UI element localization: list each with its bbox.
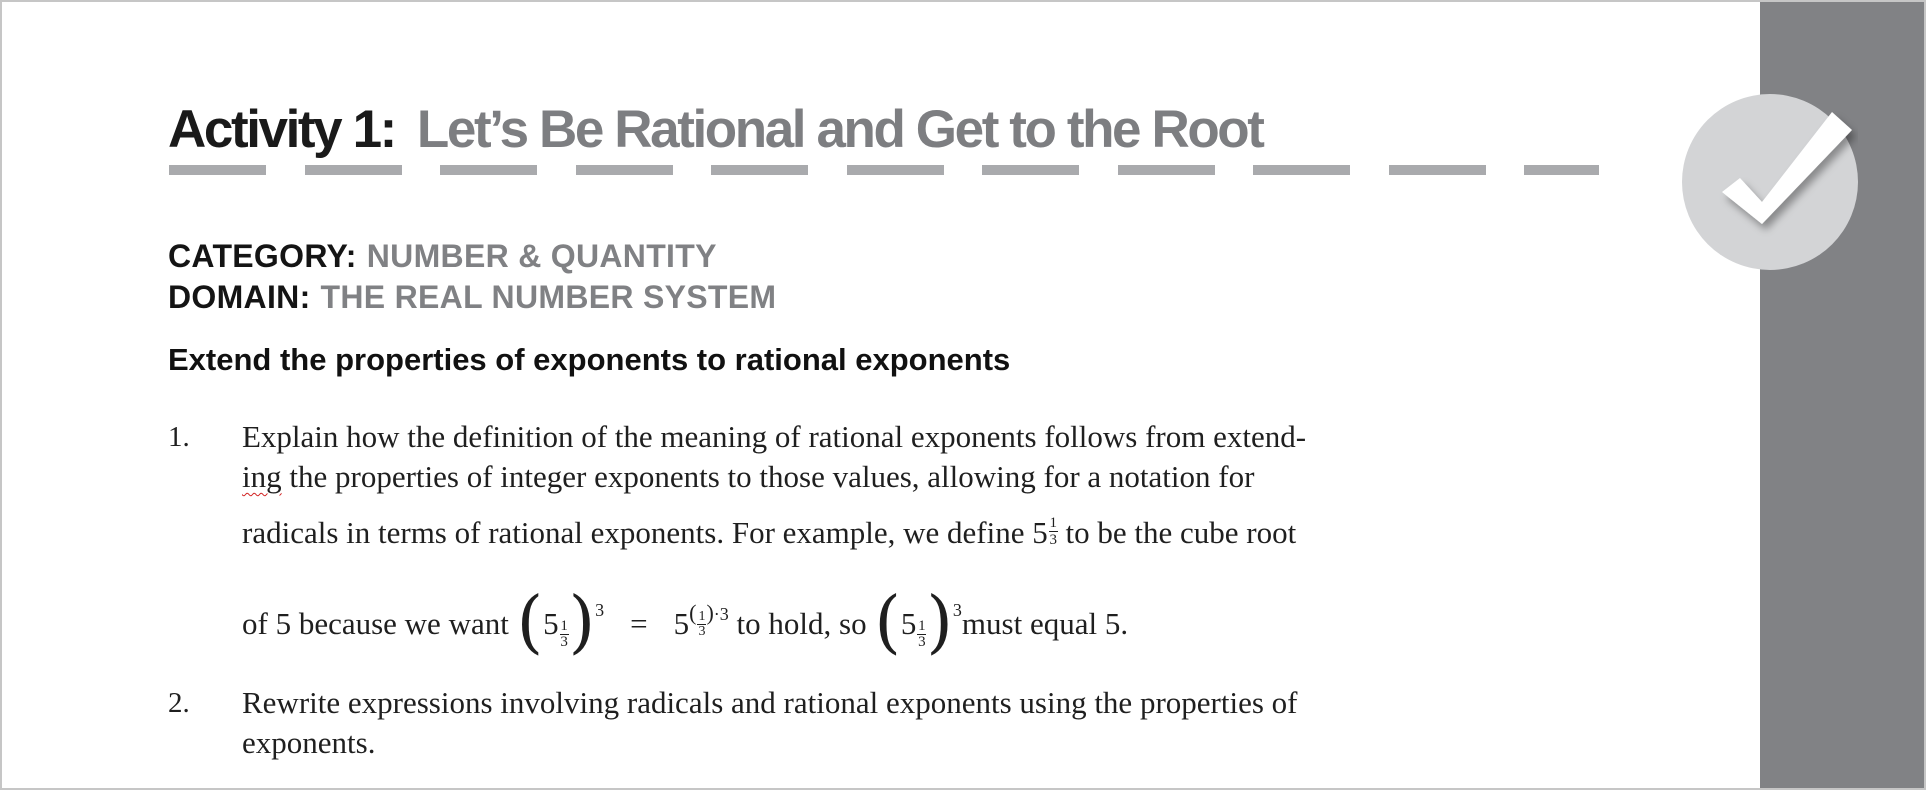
item-1-line-4	[242, 582, 1129, 662]
math-power: 3	[595, 600, 605, 620]
checkmark-icon	[1682, 94, 1858, 270]
item-1-line-4-text: of 5 because we want	[242, 606, 517, 641]
rule-dash	[305, 165, 402, 175]
rule-dash	[1253, 165, 1350, 175]
item-1-line-3-text: radicals in terms of rational exponents. For example, we define 5	[242, 515, 1048, 550]
rule-dash	[1524, 165, 1599, 175]
math-power: 3	[952, 600, 962, 620]
math-base: 5	[673, 606, 690, 641]
fraction-exponent: $\frac{1}{3}$	[1049, 515, 1057, 548]
math-base: 5	[900, 606, 917, 641]
fraction-exponent: $\frac{1}{3}$	[560, 618, 568, 650]
activity-subtitle: Let’s Be Rational and Get to the Root	[416, 100, 1263, 159]
title-dashed-rule	[169, 165, 1599, 175]
item-2-line-2: exponents.	[242, 725, 376, 760]
open-paren: (	[874, 582, 901, 662]
rule-dash	[711, 165, 808, 175]
activity-title	[168, 100, 1263, 160]
checkmark-badge	[1682, 94, 1858, 270]
fraction-exponent: $\frac{1}{3}$	[698, 609, 706, 639]
rule-dash	[1389, 165, 1486, 175]
category-label: CATEGORY:	[168, 238, 357, 274]
rule-dash	[576, 165, 673, 175]
rule-dash	[1118, 165, 1215, 175]
item-1-line-4-middle: to hold, so	[728, 606, 875, 641]
item-1-line-3-tail: to be the cube root	[1057, 515, 1297, 550]
item-1-line-2-text: the properties of integer exponents to those values, allowing for a notation for	[281, 459, 1255, 494]
rule-dash	[440, 165, 537, 175]
domain-line	[168, 279, 776, 315]
domain-label: DOMAIN:	[168, 279, 311, 315]
standard-heading: Extend the properties of exponents to rational exponents	[168, 342, 1011, 377]
item-1-line-3	[242, 513, 1296, 553]
rule-dash	[847, 165, 944, 175]
list-item-number: 2.	[168, 687, 190, 719]
close-paren: )	[568, 582, 596, 662]
close-paren: )	[926, 582, 953, 662]
compound-exponent: ( 1 3 )·3	[689, 600, 729, 639]
activity-number: Activity 1:	[168, 100, 395, 159]
rule-dash	[169, 165, 266, 175]
category-line	[168, 238, 717, 274]
item-1-line-2	[242, 457, 1254, 497]
spellcheck-flagged-word[interactable]: ing	[242, 459, 282, 494]
item-1-line-1: Explain how the definition of the meaning of rational exponents follows from extend-	[242, 419, 1307, 454]
item-1-line-4-tail: must equal 5.	[961, 606, 1129, 641]
category-value: NUMBER & QUANTITY	[366, 238, 717, 274]
fraction-exponent: $\frac{1}{3}$	[918, 618, 926, 650]
domain-value: THE REAL NUMBER SYSTEM	[320, 279, 777, 315]
rule-dash	[982, 165, 1079, 175]
equals-sign: =	[630, 606, 648, 641]
open-paren: (	[516, 582, 544, 662]
list-item-number: 1.	[168, 421, 190, 453]
item-2-line-1: Rewrite expressions involving radicals and rational exponents using the properties of	[242, 685, 1298, 720]
math-base: 5	[543, 606, 559, 641]
